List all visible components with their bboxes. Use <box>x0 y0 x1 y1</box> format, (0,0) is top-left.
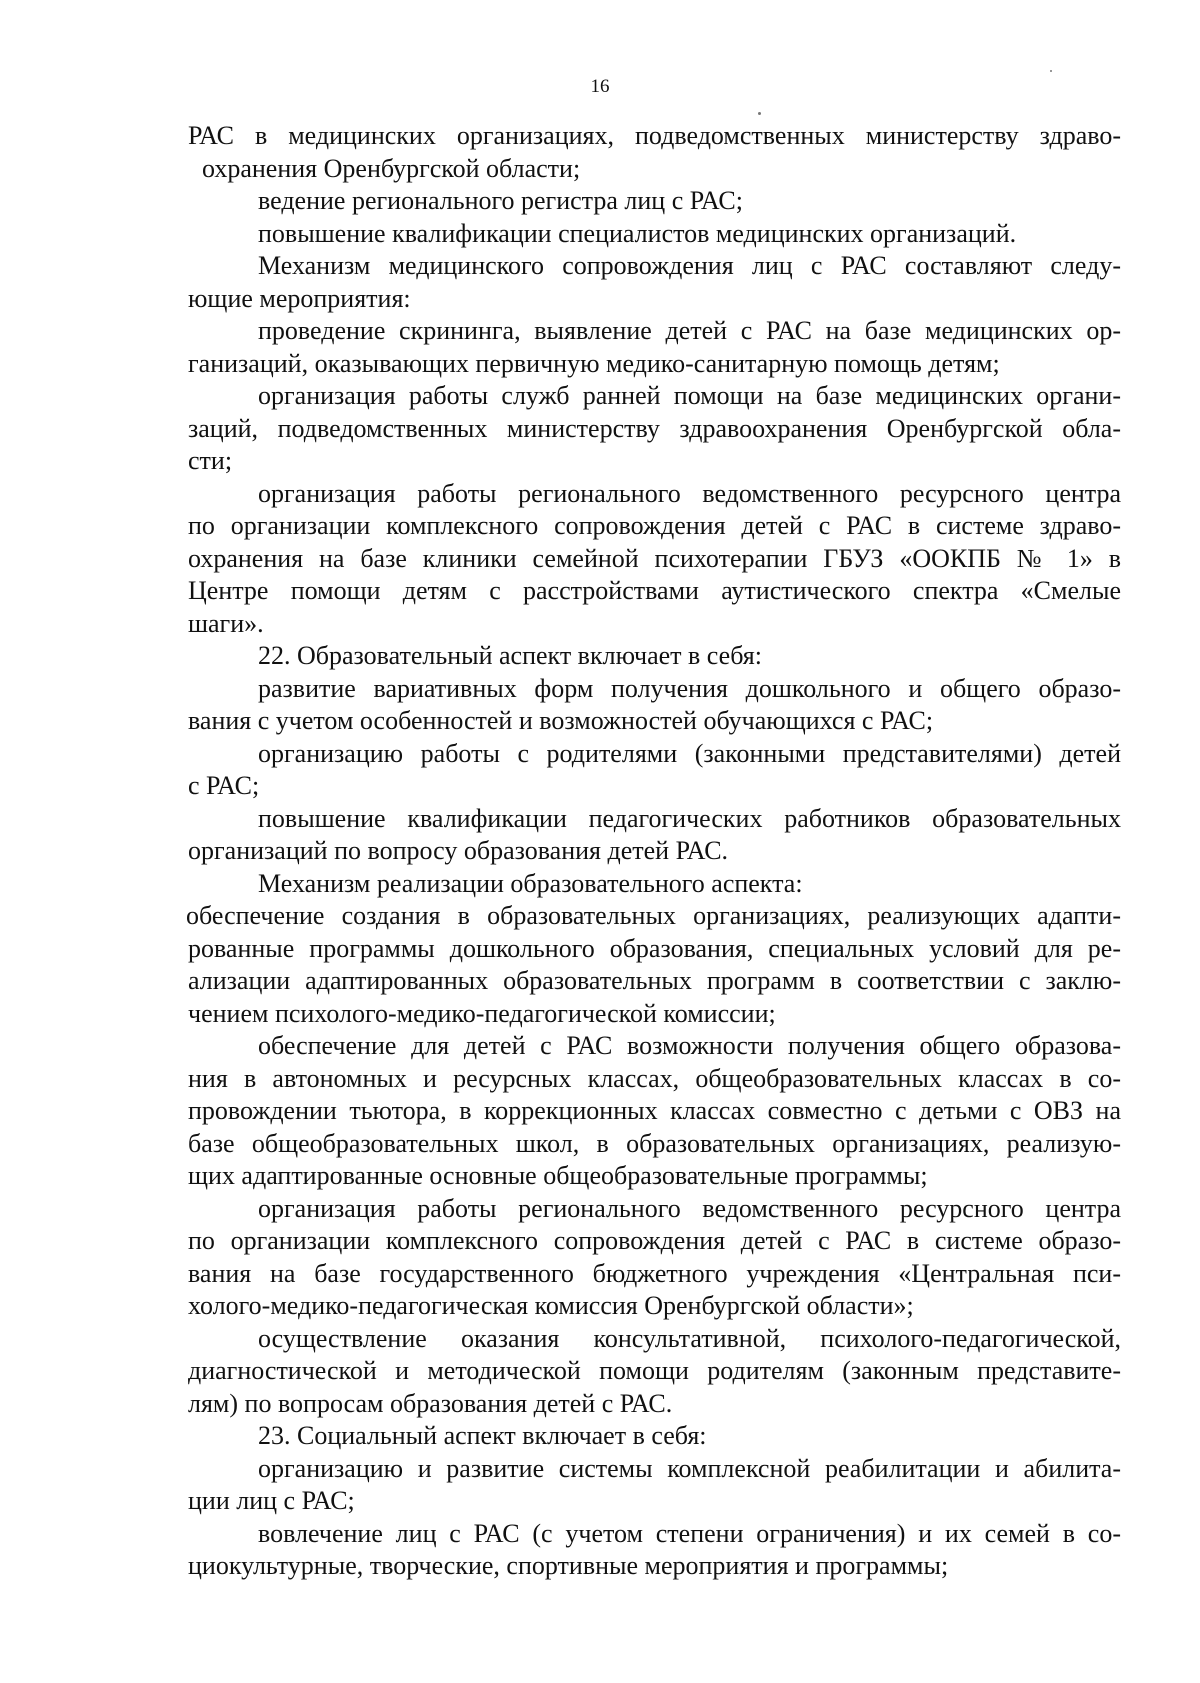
text-line: щих адаптированные основные общеобразовательные программы; <box>188 1161 928 1190</box>
text-line: организаций по вопросу образования детей РАС. <box>188 836 729 865</box>
text-line: повышение квалификации специалистов медицинских организаций. <box>258 218 1017 248</box>
text-line: ния в автономных и ресурсных классах, общеобразовательных классах в со- <box>188 1063 1121 1093</box>
text-line: шаги». <box>188 608 264 638</box>
text-line: ющие мероприятия: <box>188 283 411 313</box>
text-line: по организации комплексного сопровождения детей с РАС в системе здраво- <box>188 511 1121 540</box>
text-line: обеспечение создания в образовательных организациях, реализующих адапти- <box>186 901 1121 930</box>
scan-speck <box>758 112 761 115</box>
text-line: ции лиц с РАС; <box>188 1486 355 1515</box>
text-line: сти; <box>188 446 233 475</box>
text-line: провождении тьютора, в коррекционных классах совместно с детьми с ОВЗ на <box>188 1096 1121 1125</box>
text-line: Механизм реализации образовательного аспекта: <box>258 868 803 898</box>
text-line: с РАС; <box>188 771 260 800</box>
scan-speck <box>1050 70 1052 72</box>
text-line: ведение регионального регистра лиц с РАС; <box>258 186 743 215</box>
text-line: организация работы регионального ведомственного ресурсного центра <box>258 478 1121 508</box>
text-line: циокультурные, творческие, спортивные мероприятия и программы; <box>188 1551 949 1580</box>
text-line: базе общеобразовательных школ, в образовательных организациях, реализую- <box>188 1128 1121 1158</box>
text-line: осуществление оказания консультативной, психолого-педагогической, <box>258 1323 1121 1353</box>
section-heading: 23. Социальный аспект включает в себя: <box>258 1421 707 1450</box>
text-line: обеспечение для детей с РАС возможности получения общего образова- <box>258 1031 1121 1060</box>
text-line: чением психолого-медико-педагогической комиссии; <box>188 998 776 1028</box>
text-line: Механизм медицинского сопровождения лиц с РАС составляют следу- <box>258 251 1121 280</box>
text-line: холого-медико-педагогическая комиссия Оренбургской области»; <box>188 1291 914 1320</box>
document-body <box>188 120 1121 1583</box>
text-line: организация работы служб ранней помощи на базе медицинских органи- <box>258 381 1121 410</box>
text-line: организация работы регионального ведомственного ресурсного центра <box>258 1193 1121 1223</box>
text-line: вания на базе государственного бюджетного учреждения «Центральная пси- <box>188 1258 1121 1288</box>
text-line: повышение квалификации педагогических работников образовательных <box>258 803 1121 833</box>
text-line: охранения на базе клиники семейной психотерапии ГБУЗ «ООКПБ № 1» в <box>188 543 1121 573</box>
text-line: ганизаций, оказывающих первичную медико-санитарную помощь детям; <box>188 348 1000 378</box>
page-number: 16 <box>590 76 610 97</box>
text-line: развитие вариативных форм получения дошкольного и общего образо- <box>258 673 1121 703</box>
text-line: ализации адаптированных образовательных программ в соответствии с заклю- <box>188 966 1121 995</box>
text-line: охранения Оренбургской области; <box>202 153 581 183</box>
text-line: организацию работы с родителями (законными представителями) детей <box>258 738 1121 768</box>
text-line: заций, подведомственных министерству здравоохранения Оренбургской обла- <box>188 413 1121 443</box>
text-line: РАС в медицинских организациях, подведомственных министерству здраво- <box>188 121 1121 150</box>
text-line: по организации комплексного сопровождения детей с РАС в системе образо- <box>188 1226 1121 1255</box>
text-line: Центре помощи детям с расстройствами аутистического спектра «Смелые <box>188 576 1121 605</box>
text-line: вовлечение лиц с РАС (с учетом степени ограничения) и их семей в со- <box>258 1518 1121 1548</box>
text-line: вания с учетом особенностей и возможностей обучающихся с РАС; <box>188 706 934 735</box>
text-line: лям) по вопросам образования детей с РАС. <box>188 1388 673 1418</box>
text-line: рованные программы дошкольного образования, специальных условий для ре- <box>188 933 1121 963</box>
text-line: диагностической и методической помощи родителям (законным представите- <box>188 1356 1121 1385</box>
text-line: проведение скрининга, выявление детей с РАС на базе медицинских ор- <box>258 316 1121 345</box>
section-heading: 22. Образовательный аспект включает в себя: <box>258 641 762 670</box>
text-line: организацию и развитие системы комплексной реабилитации и абилита- <box>258 1453 1121 1483</box>
